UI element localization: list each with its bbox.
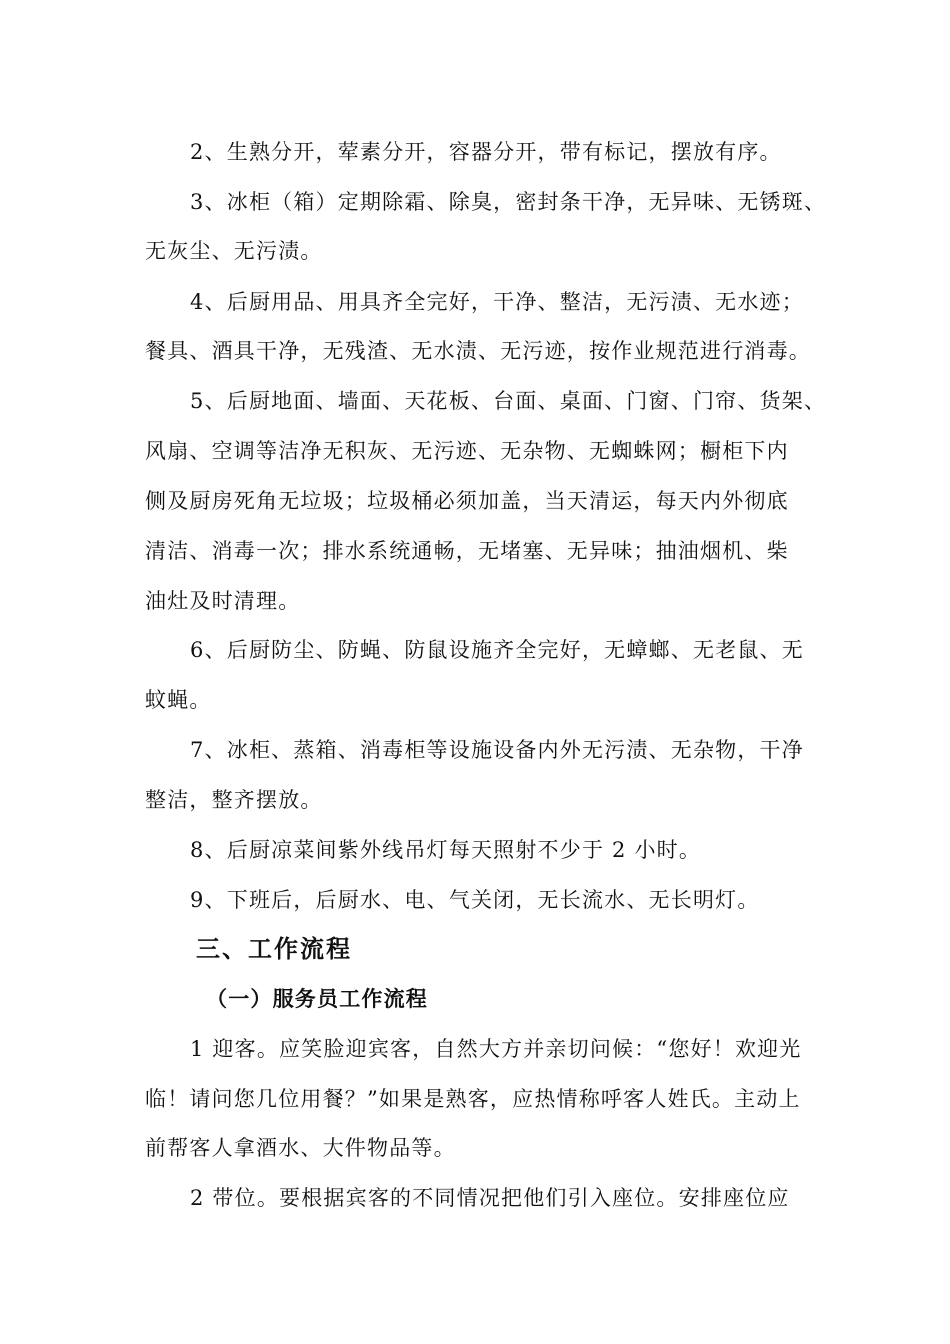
list-item-7-cont: 整洁，整齐摆放。 <box>145 788 323 812</box>
list-item-3: 3、冰柜（箱）定期除霜、除臭，密封条干净，无异味、无锈斑、 <box>190 190 827 214</box>
subsection-heading: （一）服务员工作流程 <box>206 986 428 1011</box>
list-item-5-cont-2: 侧及厨房死角无垃圾；垃圾桶必须加盖，当天清运，每天内外彻底 <box>145 489 789 513</box>
step-2: 2 带位。要根据宾客的不同情况把他们引入座位。安排座位应 <box>190 1186 790 1210</box>
list-item-7: 7、冰柜、蒸箱、消毒柜等设施设备内外无污渍、无杂物，干净 <box>190 738 804 762</box>
list-item-4-cont: 餐具、酒具干净，无残渣、无水渍、无污迹，按作业规范进行消毒。 <box>145 339 811 363</box>
section-heading: 三、工作流程 <box>196 934 352 963</box>
list-item-3-cont: 无灰尘、无污渍。 <box>145 239 323 263</box>
list-item-5: 5、后厨地面、墙面、天花板、台面、桌面、门窗、门帘、货架、 <box>190 389 827 413</box>
list-item-4: 4、后厨用品、用具齐全完好，干净、整洁，无污渍、无水迹； <box>190 290 804 314</box>
step-1-cont-1: 临！请问您几位用餐？”如果是熟客，应热情称呼客人姓氏。主动上 <box>145 1087 801 1111</box>
list-item-8: 8、后厨凉菜间紫外线吊灯每天照射不少于 2 小时。 <box>190 838 702 862</box>
step-1: 1 迎客。应笑脸迎宾客，自然大方并亲切问候：“您好！欢迎光 <box>190 1037 802 1061</box>
list-item-5-cont-1: 风扇、空调等洁净无积灰、无污迹、无杂物、无蜘蛛网；橱柜下内 <box>145 439 789 463</box>
list-item-9: 9、下班后，后厨水、电、气关闭，无长流水、无长明灯。 <box>190 888 760 912</box>
list-item-5-cont-4: 油灶及时清理。 <box>145 589 301 613</box>
list-item-5-cont-3: 清洁、消毒一次；排水系统通畅，无堵塞、无异味；抽油烟机、柴 <box>145 539 789 563</box>
step-1-cont-2: 前帮客人拿酒水、大件物品等。 <box>145 1136 456 1160</box>
list-item-2: 2、生熟分开，荤素分开，容器分开，带有标记，摆放有序。 <box>190 140 782 164</box>
list-item-6: 6、后厨防尘、防蝇、防鼠设施齐全完好，无蟑螂、无老鼠、无 <box>190 638 804 662</box>
list-item-6-cont: 蚊蝇。 <box>145 688 212 712</box>
